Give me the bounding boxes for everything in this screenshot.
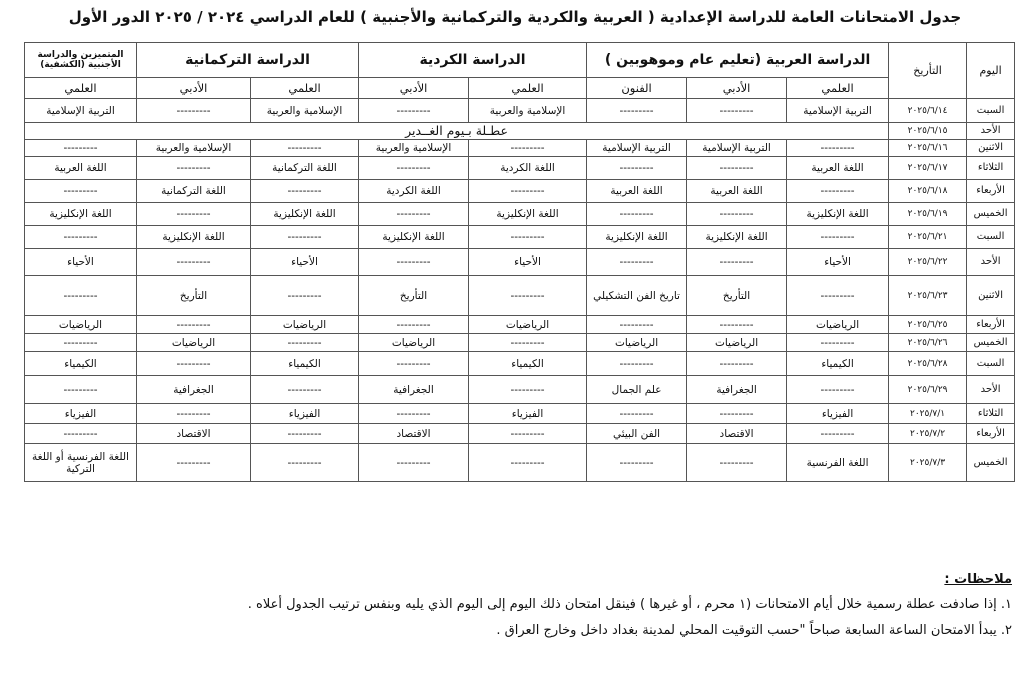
kurdish-literary-cell: الجغرافية	[359, 376, 469, 404]
arabic-arts-cell: ---------	[587, 444, 687, 482]
special-study-header: المتميزين والدراسة الأجنبية (الكشفية)	[25, 43, 137, 78]
kurdish-literary-cell: ---------	[359, 99, 469, 123]
kurdish-scientific-cell: الأحياء	[469, 249, 587, 276]
header-group-row	[25, 43, 1015, 78]
note-item: ٢. يبدأ الامتحان الساعة السابعة صباحاً "حسب التوقيت المحلي لمدينة بغداد داخل وخارج العراق .	[496, 623, 1012, 638]
arabic-arts-cell: اللغة العربية	[587, 180, 687, 203]
kurdish-literary-cell: التأريخ	[359, 276, 469, 316]
arabic-literary-cell: اللغة الإنكليزية	[687, 226, 787, 249]
arabic-literary-cell: اللغة العربية	[687, 180, 787, 203]
arabic-literary-cell: ---------	[687, 203, 787, 226]
table-row	[25, 203, 1015, 226]
kurdish-scientific-header: العلمي	[469, 78, 587, 99]
table-row	[25, 99, 1015, 123]
arabic-literary-header: الأدبي	[687, 78, 787, 99]
turkmen-scientific-cell: ---------	[251, 140, 359, 157]
arabic-scientific-cell: ---------	[787, 424, 889, 444]
kurdish-scientific-cell: الرياضيات	[469, 316, 587, 334]
day-cell: الأحد	[967, 123, 1015, 140]
turkmen-literary-cell: الجغرافية	[137, 376, 251, 404]
arabic-literary-cell: ---------	[687, 352, 787, 376]
arabic-literary-cell: الاقتصاد	[687, 424, 787, 444]
kurdish-literary-cell: الرياضيات	[359, 334, 469, 352]
arabic-literary-cell: ---------	[687, 157, 787, 180]
arabic-arts-cell: الفن البيئي	[587, 424, 687, 444]
arabic-arts-cell: الرياضيات	[587, 334, 687, 352]
turkmen-literary-cell: اللغة التركمانية	[137, 180, 251, 203]
date-header: التأريخ	[889, 43, 967, 99]
turkmen-literary-cell: اللغة الإنكليزية	[137, 226, 251, 249]
turkmen-literary-cell: التأريخ	[137, 276, 251, 316]
table-row	[25, 180, 1015, 203]
turkmen-scientific-cell: الفيزياء	[251, 404, 359, 424]
arabic-scientific-cell: اللغة الفرنسية	[787, 444, 889, 482]
special-scientific-cell: ---------	[25, 180, 137, 203]
table-row	[25, 123, 1015, 140]
day-cell: الأحد	[967, 249, 1015, 276]
special-scientific-cell: اللغة الفرنسية أو اللغة التركية	[25, 444, 137, 482]
table-row	[25, 334, 1015, 352]
turkmen-scientific-header: العلمي	[251, 78, 359, 99]
kurdish-scientific-cell: ---------	[469, 334, 587, 352]
date-cell: ٢٠٢٥/٦/١٩	[889, 203, 967, 226]
date-cell: ٢٠٢٥/٦/٢٢	[889, 249, 967, 276]
special-scientific-cell: ---------	[25, 276, 137, 316]
day-cell: الأربعاء	[967, 316, 1015, 334]
kurdish-literary-cell: ---------	[359, 352, 469, 376]
turkmen-scientific-cell: ---------	[251, 334, 359, 352]
date-cell: ٢٠٢٥/٦/٢٩	[889, 376, 967, 404]
arabic-arts-header: الفنون	[587, 78, 687, 99]
day-cell: السبت	[967, 352, 1015, 376]
kurdish-scientific-cell: ---------	[469, 424, 587, 444]
kurdish-study-header: الدراسة الكردية	[359, 43, 587, 78]
table-row	[25, 376, 1015, 404]
arabic-literary-cell: ---------	[687, 249, 787, 276]
arabic-literary-cell: الرياضيات	[687, 334, 787, 352]
kurdish-scientific-cell: ---------	[469, 180, 587, 203]
kurdish-scientific-cell: ---------	[469, 140, 587, 157]
turkmen-study-header: الدراسة التركمانية	[137, 43, 359, 78]
date-cell: ٢٠٢٥/٦/١٥	[889, 123, 967, 140]
date-cell: ٢٠٢٥/٧/٣	[889, 444, 967, 482]
arabic-scientific-cell: اللغة الإنكليزية	[787, 203, 889, 226]
turkmen-scientific-cell: ---------	[251, 424, 359, 444]
arabic-scientific-cell: ---------	[787, 140, 889, 157]
date-cell: ٢٠٢٥/٦/١٨	[889, 180, 967, 203]
table-row	[25, 444, 1015, 482]
arabic-scientific-cell: ---------	[787, 334, 889, 352]
arabic-scientific-cell: التربية الإسلامية	[787, 99, 889, 123]
turkmen-literary-cell: ---------	[137, 157, 251, 180]
arabic-literary-cell: الجغرافية	[687, 376, 787, 404]
date-cell: ٢٠٢٥/٦/٢٦	[889, 334, 967, 352]
special-scientific-header: العلمي	[25, 78, 137, 99]
kurdish-literary-header: الأدبي	[359, 78, 469, 99]
date-cell: ٢٠٢٥/٦/١٤	[889, 99, 967, 123]
kurdish-scientific-cell: الكيمياء	[469, 352, 587, 376]
arabic-scientific-cell: الأحياء	[787, 249, 889, 276]
turkmen-scientific-cell: الأحياء	[251, 249, 359, 276]
kurdish-literary-cell: اللغة الكردية	[359, 180, 469, 203]
special-scientific-cell: ---------	[25, 140, 137, 157]
kurdish-scientific-cell: الإسلامية والعربية	[469, 99, 587, 123]
turkmen-scientific-cell: اللغة التركمانية	[251, 157, 359, 180]
arabic-scientific-header: العلمي	[787, 78, 889, 99]
arabic-literary-cell: التربية الإسلامية	[687, 140, 787, 157]
arabic-arts-cell: ---------	[587, 352, 687, 376]
kurdish-scientific-cell: اللغة الإنكليزية	[469, 203, 587, 226]
table-row	[25, 140, 1015, 157]
special-scientific-cell: التربية الإسلامية	[25, 99, 137, 123]
kurdish-literary-cell: ---------	[359, 249, 469, 276]
table-row	[25, 352, 1015, 376]
arabic-scientific-cell: ---------	[787, 376, 889, 404]
table-row	[25, 404, 1015, 424]
special-scientific-cell: ---------	[25, 334, 137, 352]
date-cell: ٢٠٢٥/٦/٢١	[889, 226, 967, 249]
day-header: اليوم	[967, 43, 1015, 99]
turkmen-literary-cell: الاقتصاد	[137, 424, 251, 444]
kurdish-literary-cell: الإسلامية والعربية	[359, 140, 469, 157]
date-cell: ٢٠٢٥/٦/٢٣	[889, 276, 967, 316]
special-scientific-cell: الأحياء	[25, 249, 137, 276]
exam-schedule-table	[24, 42, 1015, 482]
turkmen-scientific-cell: ---------	[251, 180, 359, 203]
turkmen-scientific-cell: ---------	[251, 376, 359, 404]
table-row	[25, 316, 1015, 334]
date-cell: ٢٠٢٥/٦/٢٥	[889, 316, 967, 334]
page-title: جدول الامتحانات العامة للدراسة الإعدادية ( العربية والكردية والتركمانية والأجنبية ) للعام الدراسي ٢٠٢٤ / ٢٠٢٥ الدور الأول	[68, 8, 962, 26]
table-row	[25, 424, 1015, 444]
special-scientific-cell: ---------	[25, 376, 137, 404]
arabic-literary-cell: ---------	[687, 404, 787, 424]
kurdish-literary-cell: ---------	[359, 316, 469, 334]
special-scientific-cell: الرياضيات	[25, 316, 137, 334]
table-row	[25, 157, 1015, 180]
day-cell: السبت	[967, 99, 1015, 123]
arabic-scientific-cell: ---------	[787, 276, 889, 316]
turkmen-scientific-cell: الكيمياء	[251, 352, 359, 376]
turkmen-scientific-cell: اللغة الإنكليزية	[251, 203, 359, 226]
kurdish-scientific-cell: ---------	[469, 226, 587, 249]
kurdish-scientific-cell: ---------	[469, 276, 587, 316]
arabic-study-header: الدراسة العربية (تعليم عام وموهوبين )	[587, 43, 889, 78]
date-cell: ٢٠٢٥/٦/٢٨	[889, 352, 967, 376]
arabic-arts-cell: ---------	[587, 249, 687, 276]
turkmen-literary-cell: ---------	[137, 444, 251, 482]
special-scientific-cell: الكيمياء	[25, 352, 137, 376]
arabic-arts-cell: تاريخ الفن التشكيلي	[587, 276, 687, 316]
turkmen-literary-cell: ---------	[137, 249, 251, 276]
turkmen-scientific-cell: ---------	[251, 444, 359, 482]
date-cell: ٢٠٢٥/٦/١٧	[889, 157, 967, 180]
kurdish-literary-cell: اللغة الإنكليزية	[359, 226, 469, 249]
day-cell: الأحد	[967, 376, 1015, 404]
date-cell: ٢٠٢٥/٧/٢	[889, 424, 967, 444]
special-scientific-cell: الفيزياء	[25, 404, 137, 424]
table-row	[25, 249, 1015, 276]
note-item: ١. إذا صادفت عطلة رسمية خلال أيام الامتحانات (١ محرم ، أو غيرها ) فينقل امتحان ذلك اليوم إلى اليوم الذي يليه وبنفس ترتيب الجدول أعلاه .	[247, 597, 1012, 612]
arabic-scientific-cell: الرياضيات	[787, 316, 889, 334]
header-branch-row	[25, 78, 1015, 99]
date-cell: ٢٠٢٥/٦/١٦	[889, 140, 967, 157]
arabic-arts-cell: ---------	[587, 99, 687, 123]
turkmen-literary-cell: ---------	[137, 404, 251, 424]
turkmen-literary-cell: الرياضيات	[137, 334, 251, 352]
day-cell: الثلاثاء	[967, 404, 1015, 424]
kurdish-literary-cell: ---------	[359, 404, 469, 424]
day-cell: الخميس	[967, 203, 1015, 226]
arabic-scientific-cell: الكيمياء	[787, 352, 889, 376]
special-scientific-cell: ---------	[25, 226, 137, 249]
day-cell: السبت	[967, 226, 1015, 249]
notes-heading: ملاحظات :	[944, 572, 1012, 587]
special-scientific-cell: ---------	[25, 424, 137, 444]
arabic-arts-cell: ---------	[587, 157, 687, 180]
turkmen-literary-cell: ---------	[137, 352, 251, 376]
special-scientific-cell: اللغة الإنكليزية	[25, 203, 137, 226]
turkmen-scientific-cell: ---------	[251, 276, 359, 316]
kurdish-literary-cell: ---------	[359, 203, 469, 226]
notes-section	[30, 572, 1012, 649]
turkmen-literary-cell: ---------	[137, 316, 251, 334]
arabic-arts-cell: التربية الإسلامية	[587, 140, 687, 157]
turkmen-literary-cell: ---------	[137, 203, 251, 226]
special-scientific-cell: اللغة العربية	[25, 157, 137, 180]
turkmen-scientific-cell: الرياضيات	[251, 316, 359, 334]
day-cell: الخميس	[967, 334, 1015, 352]
arabic-literary-cell: ---------	[687, 99, 787, 123]
kurdish-scientific-cell: الفيزياء	[469, 404, 587, 424]
day-cell: الخميس	[967, 444, 1015, 482]
table-row	[25, 226, 1015, 249]
arabic-arts-cell: ---------	[587, 203, 687, 226]
turkmen-literary-header: الأدبي	[137, 78, 251, 99]
arabic-scientific-cell: ---------	[787, 226, 889, 249]
arabic-arts-cell: ---------	[587, 316, 687, 334]
kurdish-scientific-cell: اللغة الكردية	[469, 157, 587, 180]
holiday-cell: عطـلة بـيوم الغــدير	[25, 123, 889, 140]
arabic-literary-cell: ---------	[687, 444, 787, 482]
turkmen-scientific-cell: ---------	[251, 226, 359, 249]
kurdish-scientific-cell: ---------	[469, 444, 587, 482]
arabic-scientific-cell: اللغة العربية	[787, 157, 889, 180]
arabic-arts-cell: اللغة الإنكليزية	[587, 226, 687, 249]
arabic-literary-cell: التأريخ	[687, 276, 787, 316]
kurdish-literary-cell: الاقتصاد	[359, 424, 469, 444]
day-cell: الأربعاء	[967, 424, 1015, 444]
turkmen-literary-cell: ---------	[137, 99, 251, 123]
arabic-scientific-cell: ---------	[787, 180, 889, 203]
table-row	[25, 276, 1015, 316]
arabic-literary-cell: ---------	[687, 316, 787, 334]
day-cell: الثلاثاء	[967, 157, 1015, 180]
schedule-body	[25, 99, 1015, 482]
day-cell: الاثنين	[967, 276, 1015, 316]
kurdish-scientific-cell: ---------	[469, 376, 587, 404]
arabic-arts-cell: ---------	[587, 404, 687, 424]
kurdish-literary-cell: ---------	[359, 157, 469, 180]
day-cell: الاثنين	[967, 140, 1015, 157]
arabic-arts-cell: علم الجمال	[587, 376, 687, 404]
kurdish-literary-cell: ---------	[359, 444, 469, 482]
arabic-scientific-cell: الفيزياء	[787, 404, 889, 424]
turkmen-literary-cell: الإسلامية والعربية	[137, 140, 251, 157]
turkmen-scientific-cell: الإسلامية والعربية	[251, 99, 359, 123]
date-cell: ٢٠٢٥/٧/١	[889, 404, 967, 424]
day-cell: الأربعاء	[967, 180, 1015, 203]
